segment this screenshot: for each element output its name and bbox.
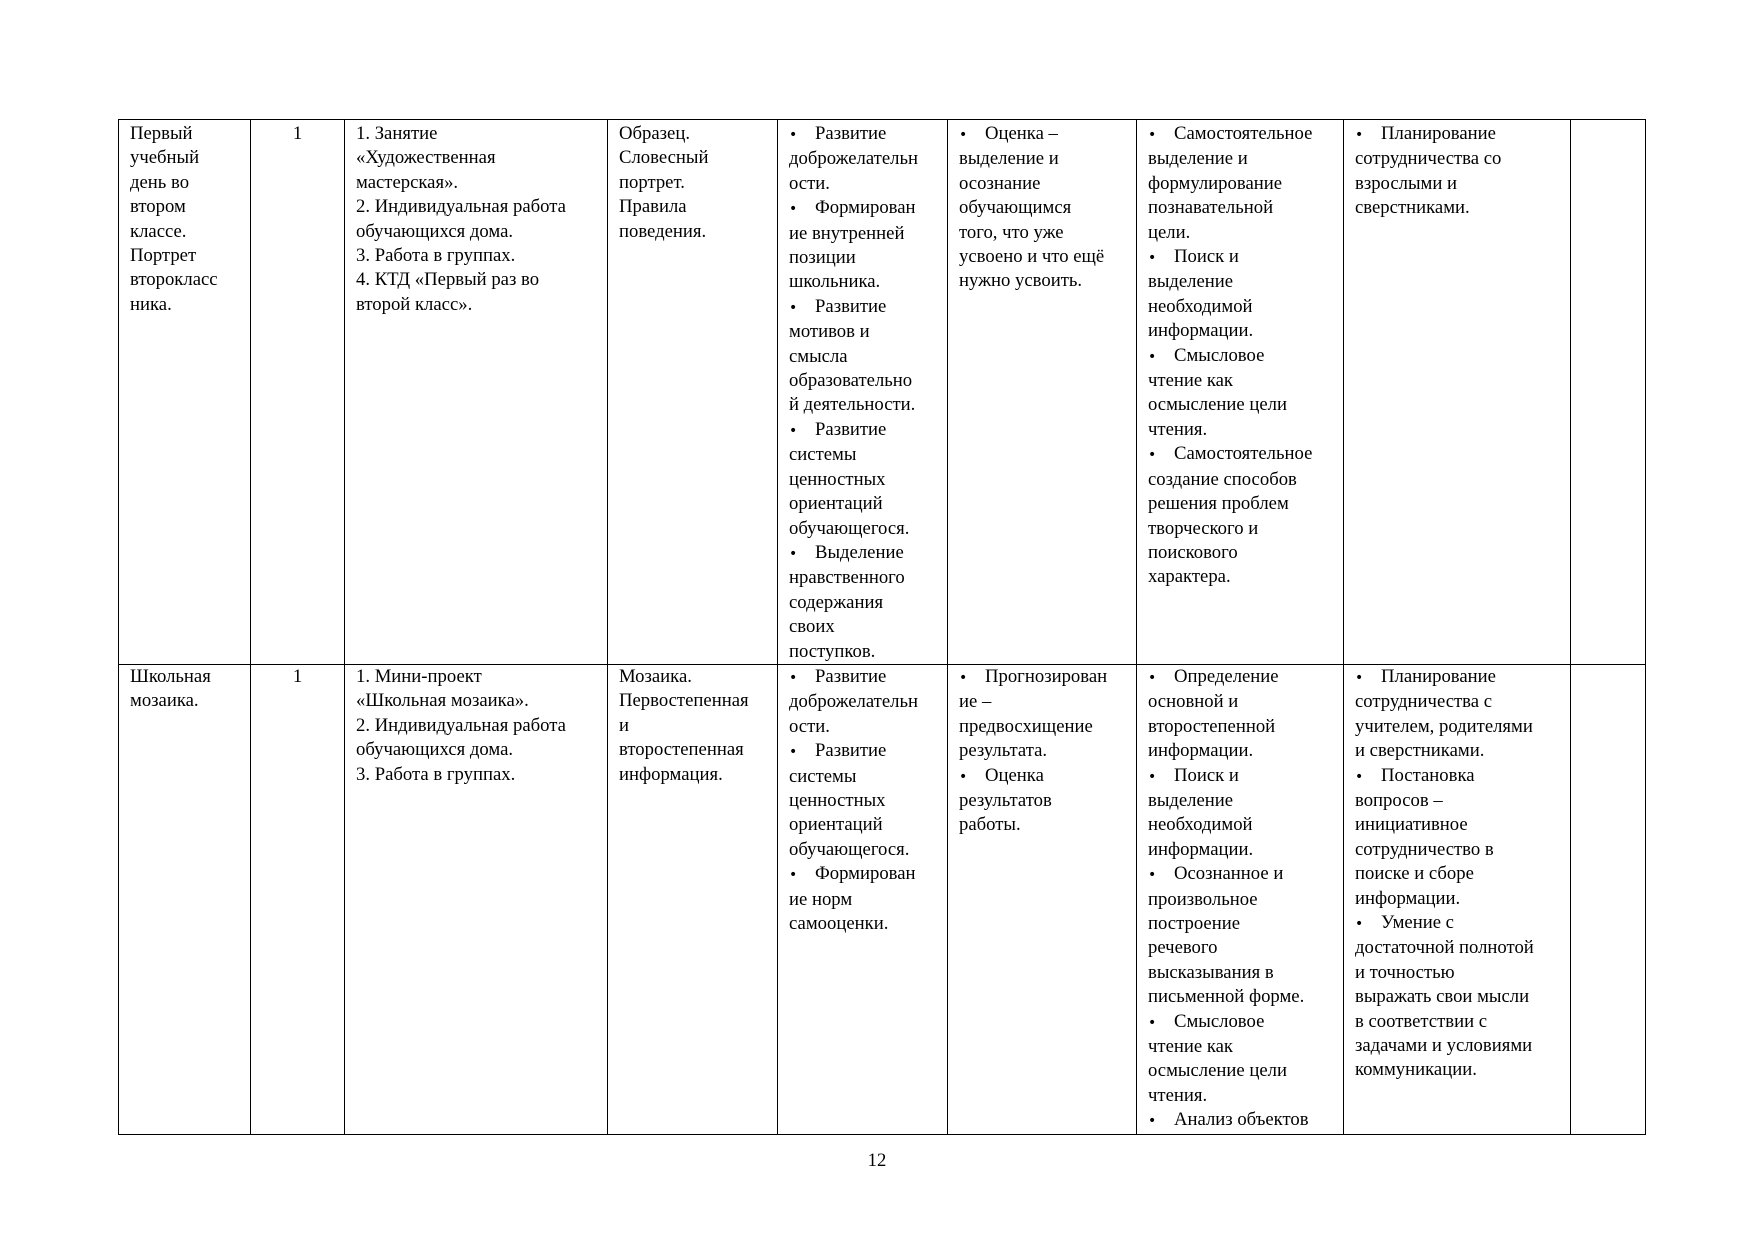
cell-line: доброжелательн: [789, 148, 918, 170]
cell-line: школьника.: [789, 271, 881, 293]
activities-cell: [345, 120, 608, 665]
cell-line: основной и: [1148, 691, 1239, 713]
cell-line: системы: [789, 765, 857, 787]
cell-line: обучающимся: [959, 197, 1072, 219]
cell-line: ости.: [789, 715, 830, 737]
cell-line: обучающегося.: [789, 517, 910, 539]
cell-line: Правила: [619, 196, 687, 218]
cell-line: обучающихся дома.: [356, 739, 514, 761]
bullet-item: • Формирован: [789, 196, 941, 221]
cell-line: 3. Работа в группах.: [356, 763, 516, 785]
cell-line: классе.: [130, 220, 187, 242]
cell-line: образовательно: [789, 370, 913, 392]
cell-line: сотрудничества со: [1355, 148, 1502, 170]
cell-line: поступков.: [789, 640, 876, 662]
bullet-item: • Смысловое: [1148, 344, 1337, 369]
cell-line: поискового: [1148, 541, 1238, 563]
cell-line: высказывания в: [1148, 961, 1274, 983]
cell-line: второй класс».: [356, 293, 473, 315]
cell-line: осмысление цели: [1148, 394, 1287, 416]
cell-line: Первый: [130, 123, 193, 144]
cell-line: 2. Индивидуальная работа: [356, 714, 566, 736]
cell-line: познавательной: [1148, 197, 1274, 219]
cell-line: сверстниками.: [1355, 197, 1470, 219]
cell-line: выражать свои мысли: [1355, 986, 1530, 1008]
table-row: [119, 120, 1646, 665]
bullet-item: • Оценка: [959, 764, 1130, 789]
cell-line: того, что уже: [959, 221, 1064, 243]
cell-line: взрослыми и: [1355, 172, 1458, 194]
cell-line: учебный: [130, 147, 200, 169]
cell-line: своих: [789, 616, 835, 638]
notes-cell: [1571, 120, 1646, 665]
bullet-item: • Самостоятельное: [1148, 122, 1337, 147]
bullet-item: • Планирование: [1355, 665, 1564, 690]
cell-line: позиции: [789, 247, 856, 269]
cell-line: Образец.: [619, 123, 690, 144]
personal-uud-cell: [778, 120, 948, 665]
cell-line: осмысление цели: [1148, 1060, 1287, 1082]
cell-line: второстепенная: [619, 739, 744, 761]
cell-line: ценностных: [789, 468, 886, 490]
bullet-item: • Самостоятельное: [1148, 442, 1337, 467]
cell-line: ценностных: [789, 789, 886, 811]
bullet-item: • Поиск и: [1148, 245, 1337, 270]
cell-line: вопросов –: [1355, 789, 1443, 811]
cell-line: информации.: [1355, 887, 1461, 909]
hours-cell: [251, 664, 345, 1134]
bullet-item: • Прогнозирован: [959, 665, 1130, 690]
cell-line: самооценки.: [789, 913, 889, 934]
cell-line: ориентаций: [789, 493, 883, 515]
bullet-item: • Развитие: [789, 295, 941, 320]
cell-line: в соответствии с: [1355, 1010, 1488, 1032]
cell-line: цели.: [1148, 221, 1191, 243]
page-number: 12: [867, 1150, 887, 1171]
cell-line: поиске и сборе: [1355, 863, 1474, 885]
hours-value: 1: [292, 123, 303, 144]
cell-line: речевого: [1148, 937, 1218, 959]
cell-line: информации.: [1148, 320, 1254, 342]
cell-line: создание способов: [1148, 468, 1297, 490]
cell-line: Первостепенная: [619, 690, 749, 712]
cell-line: формулирование: [1148, 172, 1283, 194]
communicative-uud-cell: [1344, 664, 1571, 1134]
cell-line: ие внутренней: [789, 222, 905, 244]
table-row: [119, 664, 1646, 1134]
cell-line: обучающихся дома.: [356, 220, 514, 242]
activities-cell: [345, 664, 608, 1134]
cell-line: Мозаика.: [619, 665, 692, 687]
hours-value: 1: [292, 665, 303, 687]
cell-line: смысла: [789, 345, 848, 367]
concepts-cell: [608, 120, 778, 665]
bullet-item: • Смысловое: [1148, 1010, 1337, 1035]
cell-line: предвосхищение: [959, 715, 1093, 737]
bullet-item: • Формирован: [789, 862, 941, 887]
topic-cell: [119, 120, 251, 665]
concepts-cell: [608, 664, 778, 1134]
cell-line: творческого и: [1148, 517, 1259, 539]
cell-line: мастерская».: [356, 171, 459, 193]
cell-line: Портрет: [130, 245, 197, 267]
cell-line: мотивов и: [789, 321, 870, 343]
cell-line: задачами и условиями: [1355, 1035, 1533, 1057]
cell-line: достаточной полнотой: [1355, 937, 1534, 959]
bullet-item: • Анализ объектов: [1148, 1108, 1337, 1133]
cell-line: ие норм: [789, 888, 853, 910]
cell-line: построение: [1148, 913, 1241, 934]
cell-line: «Школьная мозаика».: [356, 690, 529, 712]
cell-line: письменной форме.: [1148, 986, 1305, 1008]
bullet-item: • Умение с: [1355, 911, 1564, 936]
cell-line: усвоено и что ещё: [959, 246, 1105, 268]
bullet-item: • Постановка: [1355, 764, 1564, 789]
bullet-item: • Определение: [1148, 665, 1337, 690]
cell-line: чтение как: [1148, 1036, 1233, 1058]
cell-line: сотрудничество в: [1355, 838, 1494, 860]
cell-line: необходимой: [1148, 814, 1253, 836]
cell-line: ориентаций: [789, 814, 883, 836]
cell-line: выделение: [1148, 789, 1234, 811]
cell-line: второстепенной: [1148, 715, 1276, 737]
cell-line: обучающегося.: [789, 838, 910, 860]
cell-line: Школьная: [130, 665, 211, 687]
cell-line: чтения.: [1148, 1084, 1208, 1106]
cell-line: решения проблем: [1148, 493, 1289, 515]
cell-line: й деятельности.: [789, 394, 916, 416]
cell-line: учителем, родителями: [1355, 715, 1533, 737]
cell-line: результата.: [959, 740, 1048, 762]
cell-line: «Художественная: [356, 147, 496, 169]
cell-line: ника.: [130, 293, 172, 315]
cell-line: информации.: [1148, 740, 1254, 762]
regulatory-uud-cell: [948, 120, 1137, 665]
cell-line: системы: [789, 444, 857, 466]
regulatory-uud-cell: [948, 664, 1137, 1134]
bullet-item: • Развитие: [789, 122, 941, 147]
bullet-item: • Поиск и: [1148, 764, 1337, 789]
cell-line: мозаика.: [130, 690, 199, 712]
cell-line: 3. Работа в группах.: [356, 245, 516, 267]
bullet-item: • Развитие: [789, 418, 941, 443]
cell-line: 2. Индивидуальная работа: [356, 196, 566, 218]
cell-line: содержания: [789, 591, 884, 613]
cell-line: 4. КТД «Первый раз во: [356, 269, 540, 291]
cell-line: сотрудничества с: [1355, 691, 1493, 713]
bullet-item: • Выделение: [789, 541, 941, 566]
notes-cell: [1571, 664, 1646, 1134]
cell-line: нравственного: [789, 567, 905, 589]
cell-line: выделение и: [959, 148, 1059, 170]
cell-line: ости.: [789, 172, 830, 194]
cell-line: произвольное: [1148, 888, 1258, 910]
cell-line: нужно усвоить.: [959, 270, 1083, 292]
cell-line: доброжелательн: [789, 691, 918, 713]
cognitive-uud-cell: [1137, 664, 1344, 1134]
cell-line: осознание: [959, 172, 1041, 194]
cell-line: поведения.: [619, 220, 707, 242]
cell-line: чтение как: [1148, 370, 1233, 392]
cell-line: и точностью: [1355, 961, 1455, 983]
cell-line: инициативное: [1355, 814, 1468, 836]
cell-line: второкласс: [130, 269, 218, 291]
cell-line: выделение и: [1148, 148, 1248, 170]
cell-line: 1. Мини-проект: [356, 665, 482, 687]
cell-line: втором: [130, 196, 186, 218]
cell-line: и: [619, 714, 630, 736]
lesson-plan-table: [118, 119, 1646, 1135]
cell-line: характера.: [1148, 566, 1231, 588]
cell-line: и сверстниками.: [1355, 740, 1485, 762]
cell-line: день во: [130, 171, 190, 193]
bullet-item: • Осознанное и: [1148, 862, 1337, 887]
cell-line: необходимой: [1148, 295, 1253, 317]
cognitive-uud-cell: [1137, 120, 1344, 665]
cell-line: информации.: [1148, 838, 1254, 860]
cell-line: работы.: [959, 814, 1021, 836]
cell-line: выделение: [1148, 271, 1234, 293]
bullet-item: • Развитие: [789, 739, 941, 764]
cell-line: 1. Занятие: [356, 123, 438, 144]
communicative-uud-cell: [1344, 120, 1571, 665]
cell-line: ие –: [959, 691, 992, 713]
personal-uud-cell: [778, 664, 948, 1134]
hours-cell: [251, 120, 345, 665]
cell-line: результатов: [959, 789, 1052, 811]
cell-line: коммуникации.: [1355, 1059, 1477, 1081]
bullet-item: • Планирование: [1355, 122, 1564, 147]
cell-line: информация.: [619, 763, 723, 785]
cell-line: чтения.: [1148, 418, 1208, 440]
cell-line: Словесный: [619, 147, 709, 169]
bullet-item: • Развитие: [789, 665, 941, 690]
topic-cell: [119, 664, 251, 1134]
cell-line: портрет.: [619, 171, 685, 193]
bullet-item: • Оценка –: [959, 122, 1130, 147]
